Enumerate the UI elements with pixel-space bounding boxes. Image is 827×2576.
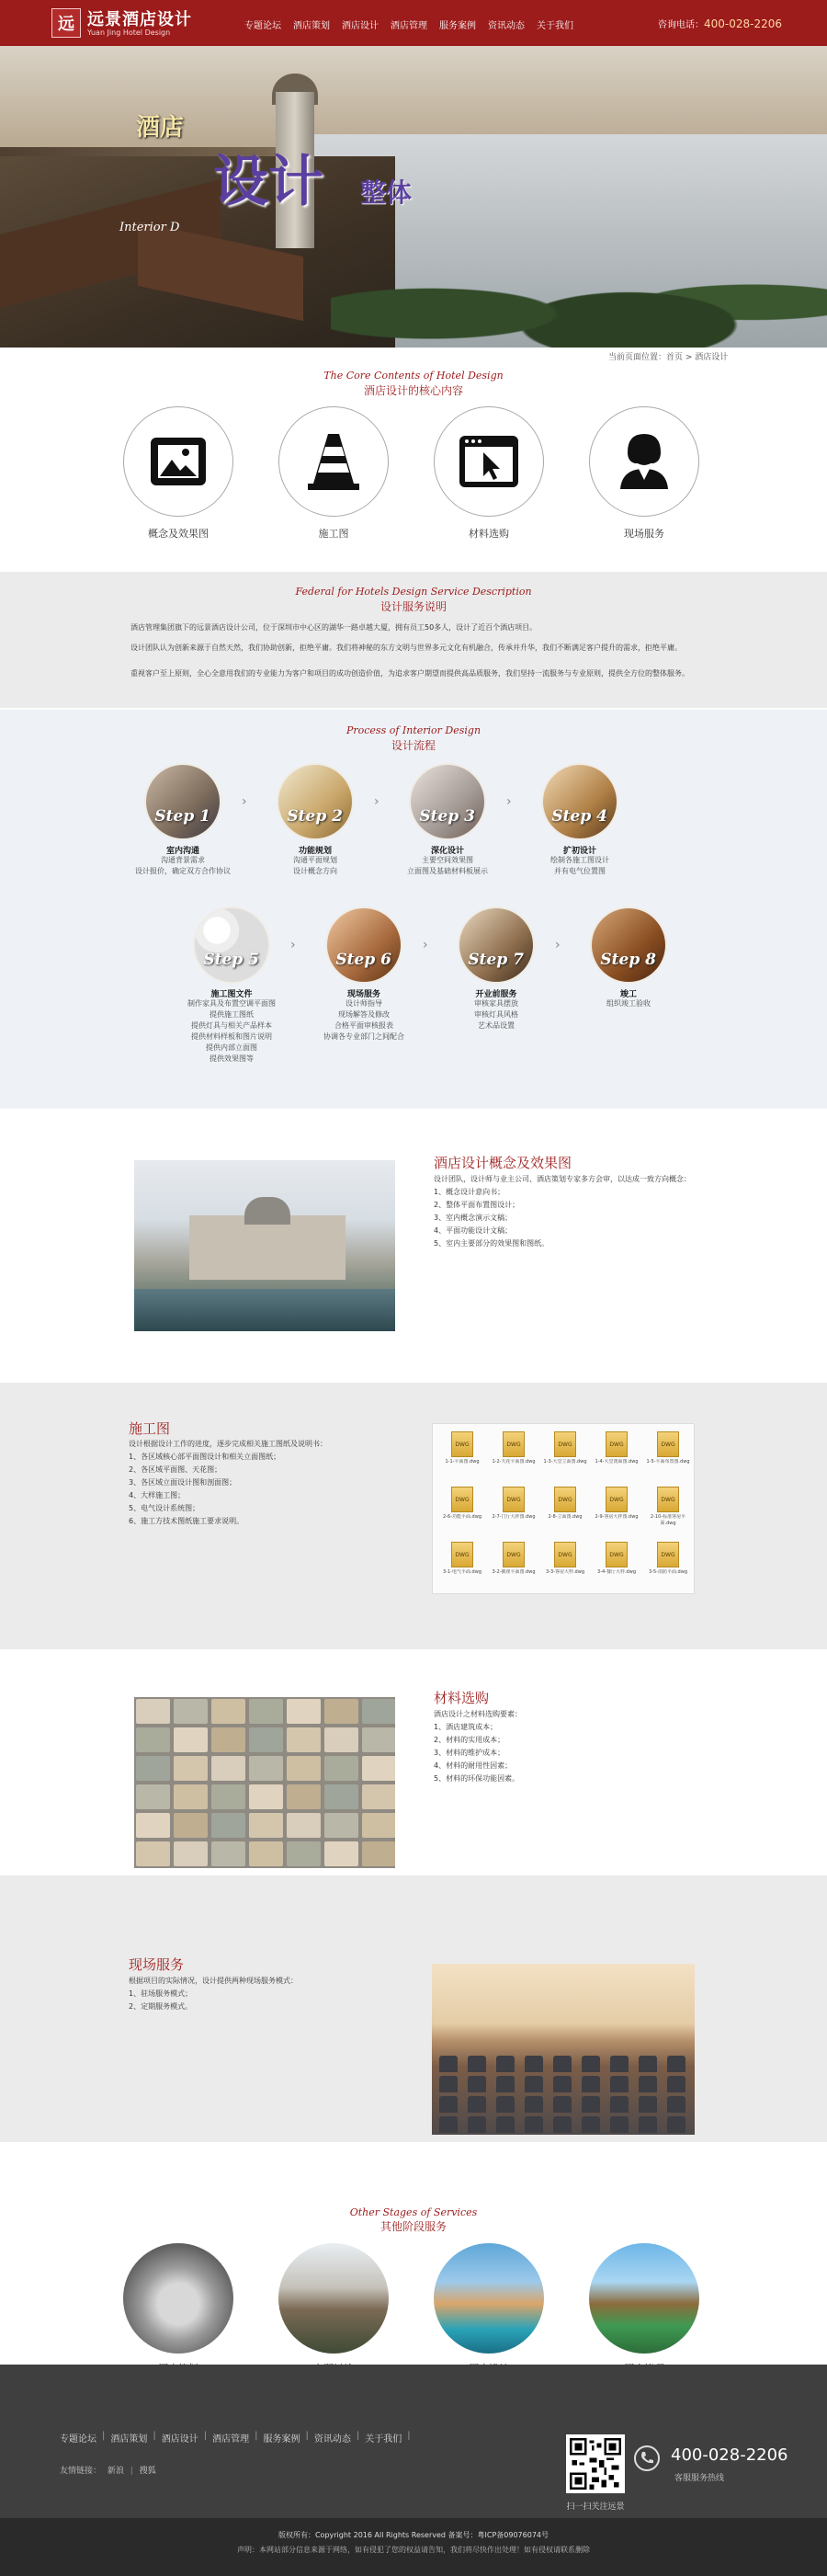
dwg-file-item[interactable] (541, 1542, 589, 1591)
stone-tile (324, 1699, 358, 1724)
footer-nav-separator: | (255, 2431, 258, 2441)
chair (525, 2096, 543, 2113)
construction-section (0, 1383, 827, 1649)
chair (582, 2116, 600, 2133)
site-header (0, 0, 827, 46)
chair (553, 2096, 572, 2113)
stone-tile (249, 1841, 283, 1866)
stone-tile (249, 1727, 283, 1752)
stone-tile (249, 1784, 283, 1809)
process-step-6-title: 现场服务 (346, 990, 380, 999)
materials-intro: 酒店设计之材料选购要素： (434, 1710, 522, 1718)
materials-list (434, 1708, 522, 1785)
core-label-construction: 施工图 (318, 528, 349, 540)
dwg-file-item[interactable] (593, 1542, 640, 1591)
onsite-intro: 根据项目的实际情况，设计提供两种现场服务模式： (129, 1977, 298, 1985)
dwg-file-icon: DWG (451, 1542, 473, 1567)
list-item: 4、大样施工图； (129, 1491, 186, 1499)
stone-tile (174, 1841, 208, 1866)
dwg-file-item[interactable] (490, 1542, 538, 1591)
dwg-file-icon: DWG (503, 1487, 525, 1512)
process-step-5-image (193, 906, 270, 984)
stone-tile (362, 1756, 395, 1781)
list-item: 1、概念设计意向书； (434, 1188, 505, 1196)
chair (553, 2056, 572, 2072)
footer-nav (60, 2431, 416, 2445)
hero-banner (0, 46, 827, 348)
list-item: 2、各区域平面图、天花图； (129, 1465, 222, 1474)
footer-nav-news[interactable]: 资讯动态 (313, 2434, 351, 2445)
dwg-file-name: 3-3-客房大样.dwg (546, 1569, 584, 1575)
stone-tile (324, 1756, 358, 1781)
process-step-8-desc: 组织竣工验收 (606, 999, 651, 1008)
stone-tile (136, 1756, 170, 1781)
chevron-right-icon: › (290, 938, 296, 952)
friend-link[interactable]: 新浪 (107, 2467, 124, 2476)
footer-phone-label: 客服服务热线 (674, 2474, 725, 2483)
phone-icon-glyph (636, 2447, 658, 2469)
core-label-materials: 材料选购 (469, 528, 509, 540)
breadcrumb: 当前页面位置：首页 > 酒店设计 (608, 353, 729, 362)
chair (667, 2096, 685, 2113)
footer-nav-design[interactable]: 酒店设计 (161, 2434, 198, 2445)
chair (553, 2116, 572, 2133)
process-step-5-desc: 制作家具及布置空调平面图 提供施工图纸 提供灯具与相关产品样本 提供材料样板和图片说明 提供内部立面图 提供效果图等 (187, 999, 276, 1063)
qr-code (566, 2434, 625, 2493)
stone-tile (174, 1813, 208, 1838)
materials-title: 材料选购 (434, 1690, 490, 1706)
list-item: 3、材料的维护成本； (434, 1749, 505, 1757)
list-item: 1、驻场服务模式； (129, 1989, 193, 1998)
chair (582, 2076, 600, 2092)
process-step-4-title: 扩初设计 (562, 847, 596, 856)
core-title-cn: 酒店设计的核心内容 (363, 384, 463, 397)
dwg-file-icon: DWG (606, 1431, 628, 1457)
dwg-file-icon: DWG (554, 1487, 576, 1512)
list-item: 2、整体平面布置图设计； (434, 1201, 520, 1209)
stone-tile (362, 1841, 395, 1866)
list-item: 5、电气设计系统图； (129, 1504, 200, 1512)
onsite-title: 现场服务 (129, 1956, 185, 1973)
logo-mark: 远 (58, 15, 74, 34)
chair (639, 2116, 657, 2133)
dwg-file-icon: DWG (606, 1542, 628, 1567)
chevron-right-icon: › (242, 794, 247, 809)
browser-cursor-icon (452, 425, 526, 498)
process-step-8-title: 竣工 (619, 990, 637, 999)
stone-tile (287, 1727, 321, 1752)
process-step-5-title: 施工图文件 (210, 990, 253, 999)
list-item: 1、各区域核心部平面图设计和相关立面图纸； (129, 1453, 281, 1461)
onsite-section (0, 1875, 827, 2142)
stone-tile (362, 1699, 395, 1724)
list-item: 5、室内主要部分的效果图和图纸。 (434, 1239, 549, 1248)
concept-render-image (134, 1160, 395, 1331)
nav-item-about[interactable]: 关于我们 (537, 21, 573, 31)
dwg-file-item[interactable] (644, 1431, 692, 1481)
concept-list (434, 1173, 691, 1250)
dwg-file-item[interactable] (438, 1487, 486, 1536)
footer-nav-separator: | (305, 2431, 309, 2441)
stone-tile (324, 1727, 358, 1752)
dwg-file-item[interactable] (541, 1487, 589, 1536)
core-label-concept: 概念及效果图 (148, 528, 209, 540)
phone-icon (634, 2445, 660, 2471)
stone-tile (324, 1813, 358, 1838)
stone-tile (249, 1699, 283, 1724)
process-step-7-title: 开业前服务 (475, 990, 517, 999)
chair (582, 2056, 600, 2072)
chair (496, 2096, 515, 2113)
dwg-file-icon: DWG (606, 1487, 628, 1512)
process-step-4-desc: 绘制各施工图设计 并有电气位置图 (550, 856, 609, 875)
hotline (658, 17, 782, 30)
dwg-file-icon: DWG (657, 1542, 679, 1567)
service-paragraph-3: 重视客户至上原则，全心全意用我们的专业能力为客户和项目的成功创造价值，为追求客户期望而提供高品质服务，我们坚持一流服务与专业原则，提供全方位的整体服务。 (130, 669, 689, 678)
footer-nav-separator: | (203, 2431, 208, 2441)
qr-code-image (570, 2438, 621, 2490)
stone-tile (287, 1784, 321, 1809)
chair (468, 2076, 486, 2092)
stone-tile (211, 1727, 245, 1752)
dwg-file-name: 2-8-立面图.dwg (548, 1514, 583, 1520)
dwg-file-icon: DWG (657, 1431, 679, 1457)
dwg-file-icon: DWG (554, 1542, 576, 1567)
process-step-1-title: 室内沟通 (165, 847, 199, 856)
dwg-file-name: 3-2-插座平面图.dwg (492, 1569, 536, 1575)
core-item-construction[interactable] (278, 406, 389, 517)
other-item-forum[interactable] (278, 2243, 389, 2354)
chair (439, 2076, 458, 2092)
core-label-onsite: 现场服务 (624, 528, 664, 540)
footer-nav-forum[interactable]: 专题论坛 (60, 2434, 96, 2445)
footer-nav-separator: | (407, 2431, 411, 2441)
logo[interactable] (51, 8, 81, 38)
chair (525, 2116, 543, 2133)
process-step-1-label: Step 1 (154, 807, 210, 826)
chair (439, 2056, 458, 2072)
dwg-file-name: 1-2-天花平面图.dwg (492, 1459, 536, 1465)
list-item: 3、各区域立面设计图和剖面图； (129, 1478, 237, 1487)
chair (610, 2116, 629, 2133)
footer-phone[interactable]: 400-028-2206 (671, 2445, 788, 2465)
nav-item-news[interactable]: 资讯动态 (488, 21, 525, 31)
stone-tile (287, 1813, 321, 1838)
dwg-file-item[interactable] (644, 1487, 692, 1536)
stone-tile (136, 1841, 170, 1866)
traffic-cone-icon (297, 425, 370, 498)
banner-text-hotel: 酒店 (136, 114, 185, 142)
service-paragraph-2: 设计团队认为创新来源于自然天然，我们协助创新，拒绝平庸。我们将神秘的东方文明与世界多元文化有机融合，传承并升华，我们不断满足客户提升的需求，拒绝平庸。 (130, 644, 682, 652)
banner-text-design: 设计 (213, 150, 323, 214)
stone-tile (324, 1784, 358, 1809)
chevron-right-icon: › (423, 938, 428, 952)
list-item: 4、平面功能设计文稿； (434, 1226, 513, 1235)
concept-intro: 设计团队，设计师与业主公司、酒店策划专家多方会审，以达成一致方向概念： (434, 1175, 691, 1183)
hotline-number[interactable]: 400-028-2206 (704, 17, 783, 30)
person-icon (607, 425, 681, 498)
stone-tile (287, 1841, 321, 1866)
process-title-en: Process of Interior Design (346, 724, 481, 736)
chair (610, 2096, 629, 2113)
chair (439, 2116, 458, 2133)
chevron-right-icon: › (555, 938, 561, 952)
footer-nav-planning[interactable]: 酒店策划 (110, 2434, 148, 2445)
footer-nav-management[interactable]: 酒店管理 (212, 2434, 250, 2445)
dwg-file-item[interactable] (593, 1431, 640, 1481)
process-step-4-image (541, 763, 618, 840)
process-step-3-image (409, 763, 486, 840)
stone-tile (249, 1813, 283, 1838)
stone-tile (362, 1727, 395, 1752)
construction-list (129, 1438, 327, 1528)
meeting-room-image (432, 1964, 695, 2135)
chair (525, 2076, 543, 2092)
dwg-file-item[interactable] (438, 1431, 486, 1481)
stone-tiles-image (134, 1697, 395, 1868)
dwg-file-name: 1-5-平面布置图.dwg (646, 1459, 690, 1465)
list-item: 3、室内概念演示文稿； (434, 1214, 513, 1222)
process-title-cn: 设计流程 (391, 739, 436, 752)
construction-intro: 设计根据设计工作的进度，逐步完成相关施工图纸及说明书： (129, 1440, 327, 1448)
process-step-4-label: Step 4 (551, 807, 607, 826)
dwg-file-grid (432, 1423, 695, 1594)
concept-title: 酒店设计概念及效果图 (434, 1155, 572, 1171)
other-item-management[interactable] (589, 2243, 699, 2354)
dwg-file-item[interactable] (490, 1487, 538, 1536)
stone-tile (211, 1784, 245, 1809)
chair (468, 2116, 486, 2133)
chair (639, 2056, 657, 2072)
core-title-en: The Core Contents of Hotel Design (323, 370, 504, 382)
process-step-1-image (144, 763, 221, 840)
service-paragraph-1: 酒店管理集团旗下的远景酒店设计公司，位于深圳市中心区的湖华一路卓越大厦，拥有员工50多人，设计了近百个酒店项目。 (130, 623, 538, 632)
friend-link[interactable]: 搜狐 (139, 2467, 156, 2476)
nav-item-planning[interactable]: 酒店策划 (293, 21, 330, 31)
stone-tile (287, 1699, 321, 1724)
list-item: 1、酒店建筑成本； (434, 1723, 498, 1731)
footer-nav-separator: | (102, 2431, 106, 2441)
onsite-list (129, 1975, 298, 2013)
dwg-file-name: 3-4-餐厅大样.dwg (597, 1569, 636, 1575)
image-icon (142, 425, 215, 498)
process-step-1-desc: 沟通背景需求 设计报价，确定双方合作协议 (135, 856, 231, 875)
process-step-2-title: 功能规划 (298, 847, 332, 856)
friend-links-label: 友情链接： (60, 2467, 102, 2476)
list-item: 5、材料的环保功能因素。 (434, 1774, 520, 1783)
dwg-file-name: 3-5-消防平面.dwg (649, 1569, 687, 1575)
dwg-file-icon: DWG (503, 1542, 525, 1567)
chair (496, 2056, 515, 2072)
dwg-file-name: 2-6-功能平面.dwg (443, 1514, 481, 1520)
service-title-cn: 设计服务说明 (380, 600, 447, 613)
banner-text-interior: Interior D (119, 221, 180, 234)
dwg-file-name: 1-4-大堂剖面图.dwg (595, 1459, 639, 1465)
friend-links (60, 2464, 156, 2476)
stone-tile (174, 1784, 208, 1809)
process-step-6-label: Step 6 (335, 951, 391, 969)
core-item-onsite[interactable] (589, 406, 699, 517)
core-item-concept[interactable] (123, 406, 233, 517)
footer-nav-separator: | (130, 2467, 133, 2476)
list-item: 4、材料的耐用性因素； (434, 1761, 513, 1770)
process-step-7-image (458, 906, 535, 984)
other-item-design[interactable] (434, 2243, 544, 2354)
chair (639, 2076, 657, 2092)
stone-tile (324, 1841, 358, 1866)
chair (468, 2096, 486, 2113)
dwg-file-name: 2-7-门厅大样图.dwg (492, 1514, 536, 1520)
process-step-8-image (590, 906, 667, 984)
stone-tile (362, 1784, 395, 1809)
chevron-right-icon: › (374, 794, 380, 809)
chair (582, 2096, 600, 2113)
copyright-text: 版权所有：Copyright 2016 All Rights Reserved 备案号：粤ICP备09076074号 (278, 2531, 549, 2539)
process-step-3-desc: 主要空间效果图 立面图及基础材料板展示 (407, 856, 488, 875)
process-step-5-label: Step 5 (203, 951, 259, 969)
qr-code-label: 扫一扫关注远景 (566, 2502, 625, 2512)
brand-name-en: Yuan Jing Hotel Design (87, 28, 171, 37)
dwg-file-icon: DWG (657, 1487, 679, 1512)
banner-trees (331, 234, 827, 348)
chair (496, 2116, 515, 2133)
nav-item-design[interactable]: 酒店设计 (342, 21, 379, 31)
stone-tile (362, 1813, 395, 1838)
footer-nav-cases[interactable]: 服务案例 (263, 2434, 300, 2445)
core-item-materials[interactable] (434, 406, 544, 517)
dwg-file-icon: DWG (503, 1431, 525, 1457)
dwg-file-name: 2-9-客房大样图.dwg (595, 1514, 639, 1520)
chair (496, 2076, 515, 2092)
disclaimer-text: 声明：本网站部分信息来源于网络，如有侵犯了您的权益请告知，我们将尽快作出处理！如有侵权请联系删除 (237, 2546, 590, 2554)
process-step-6-image (325, 906, 402, 984)
stone-tile (211, 1813, 245, 1838)
dwg-file-icon: DWG (554, 1431, 576, 1457)
stone-tile (136, 1813, 170, 1838)
chair (468, 2056, 486, 2072)
main-nav (244, 17, 573, 31)
process-step-7-label: Step 7 (468, 951, 524, 969)
dwg-file-item[interactable] (644, 1542, 692, 1591)
construction-title: 施工图 (129, 1420, 171, 1437)
footer-nav-separator: | (356, 2431, 360, 2441)
dwg-file-item[interactable] (490, 1431, 538, 1481)
process-step-7-desc: 审核家具摆放 审核灯具风格 艺术品设置 (474, 999, 518, 1030)
chair (610, 2056, 629, 2072)
chair (610, 2076, 629, 2092)
stone-tile (211, 1756, 245, 1781)
list-item: 2、材料的实用成本； (434, 1736, 505, 1744)
hotline-label: 咨询电话： (658, 20, 704, 30)
process-step-2-desc: 沟通平面规划 设计概念方向 (293, 856, 337, 875)
stone-tile (136, 1784, 170, 1809)
process-step-6-desc: 设计师指导 现场解答及修改 合格平面审核报表 协调各专业部门之间配合 (323, 999, 404, 1041)
stone-tile (174, 1727, 208, 1752)
chair (439, 2096, 458, 2113)
dwg-file-item[interactable] (438, 1542, 486, 1591)
chair (667, 2056, 685, 2072)
dwg-file-name: 3-1-电气平面.dwg (443, 1569, 481, 1575)
service-title-en: Federal for Hotels Design Service Description (295, 586, 532, 598)
chair (639, 2096, 657, 2113)
footer-nav-separator: | (153, 2431, 156, 2441)
dwg-file-icon: DWG (451, 1487, 473, 1512)
process-step-2-image (277, 763, 354, 840)
other-title-en: Other Stages of Services (349, 2206, 478, 2218)
banner-sky (0, 46, 827, 147)
stone-tile (211, 1699, 245, 1724)
stone-tile (174, 1756, 208, 1781)
chair (667, 2076, 685, 2092)
dwg-file-icon: DWG (451, 1431, 473, 1457)
stone-tile (211, 1841, 245, 1866)
stone-tile (249, 1756, 283, 1781)
stone-tile (136, 1727, 170, 1752)
dwg-file-item[interactable] (541, 1431, 589, 1481)
chair (525, 2056, 543, 2072)
footer-nav-about[interactable]: 关于我们 (365, 2434, 402, 2445)
stone-tile (136, 1699, 170, 1724)
process-step-2-label: Step 2 (287, 807, 343, 826)
nav-item-management[interactable]: 酒店管理 (391, 21, 427, 31)
other-title-cn: 其他阶段服务 (380, 2220, 447, 2233)
dwg-file-item[interactable] (593, 1487, 640, 1536)
other-item-planning[interactable] (123, 2243, 233, 2354)
nav-item-forum[interactable]: 专题论坛 (244, 21, 281, 31)
dwg-file-name: 1-1-平面图.dwg (445, 1459, 480, 1465)
chair (553, 2076, 572, 2092)
banner-text-whole: 整体 (360, 177, 413, 208)
list-item: 6、施工方技术图纸施工要求说明。 (129, 1517, 244, 1525)
dwg-file-name: 1-3-大堂立面图.dwg (543, 1459, 587, 1465)
process-step-3-title: 深化设计 (430, 847, 464, 856)
stone-tile (287, 1756, 321, 1781)
process-step-8-label: Step 8 (600, 951, 656, 969)
stone-tile (174, 1699, 208, 1724)
chair (667, 2116, 685, 2133)
chevron-right-icon: › (506, 794, 512, 809)
list-item: 2、定期服务模式。 (129, 2002, 193, 2011)
nav-item-cases[interactable]: 服务案例 (439, 21, 476, 31)
process-step-3-label: Step 3 (419, 807, 475, 826)
brand-name: 远景酒店设计 (87, 10, 192, 29)
dwg-file-name: 2-10-标准客房平面.dwg (650, 1514, 686, 1526)
